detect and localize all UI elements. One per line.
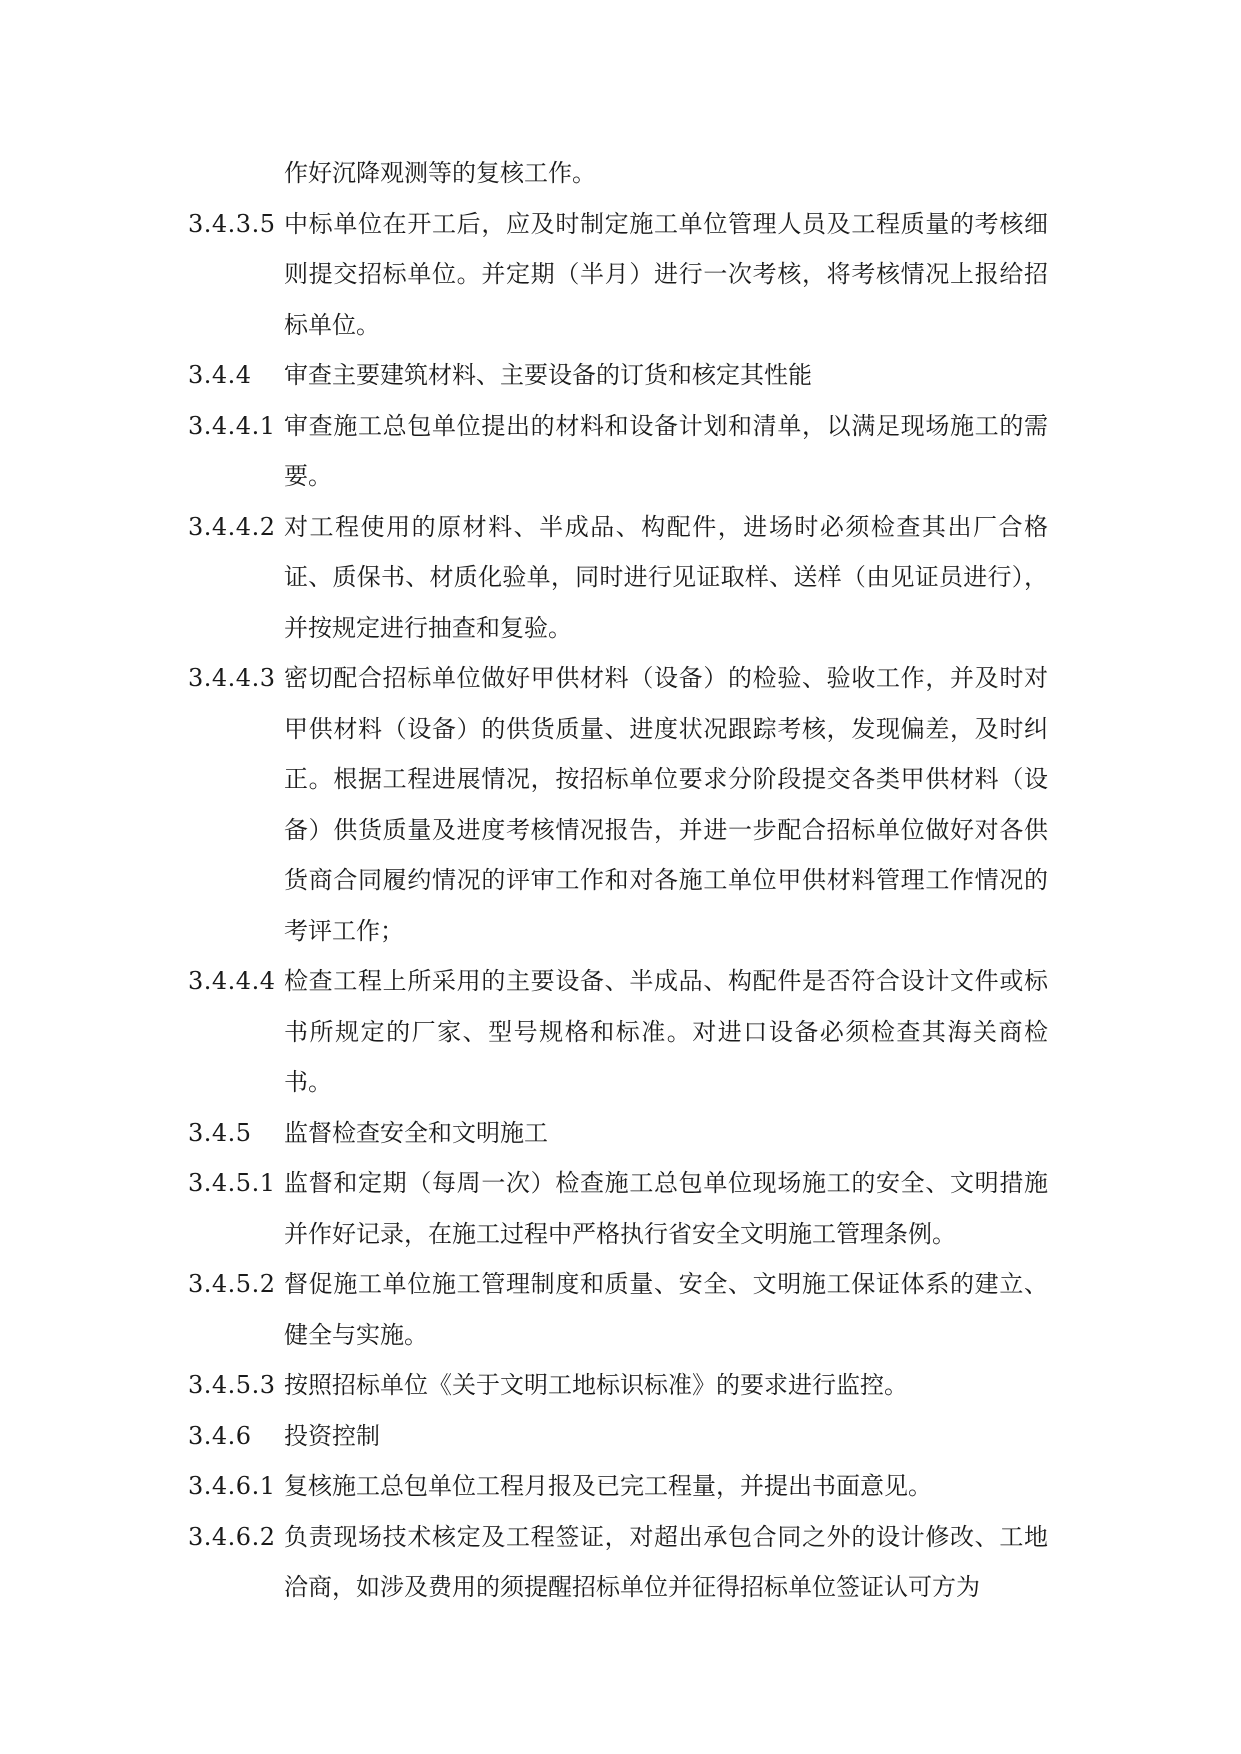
clause-3-4-5-3 [188,1360,1048,1411]
section-number: 3.4.4 [188,361,252,389]
clause-number: 3.4.5.2 [188,1270,276,1298]
clause-number: 3.4.6.1 [188,1472,276,1500]
clause-number: 3.4.4.2 [188,512,276,541]
clause-text: 复核施工总包单位工程月报及已完工程量，并提出书面意见。 [284,1472,932,1500]
clause-text: 负责现场技术核定及工程签证，对超出承包合同之外的设计修改、工地洽商，如涉及费用的须提醒招标单位并征得招标单位签证认可方为 [284,1522,1048,1601]
clause-3-4-6-1 [188,1461,1048,1512]
section-number: 3.4.5 [188,1118,252,1147]
clause-3-4-4-3 [188,653,1048,956]
clause-text: 按照招标单位《关于文明工地标识标准》的要求进行监控。 [284,1371,908,1399]
clause-number: 3.4.4.3 [188,664,276,692]
section-heading: 审查主要建筑材料、主要设备的订货和核定其性能 [284,361,812,389]
clause-3-4-5-1 [188,1158,1048,1259]
document-body [188,148,1048,1613]
clause-3-4-4-4 [188,956,1048,1108]
clause-continuation [188,148,1048,199]
clause-number: 3.4.5.1 [188,1169,276,1197]
section-3-4-5 [188,1108,1048,1159]
clause-number: 3.4.5.3 [188,1371,276,1399]
clause-number: 3.4.4.1 [188,411,276,440]
clause-number: 3.4.6.2 [188,1522,276,1551]
section-heading: 投资控制 [284,1421,380,1450]
clause-number: 3.4.4.4 [188,967,276,995]
clause-3-4-4-2 [188,502,1048,654]
clause-3-4-3-5 [188,199,1048,351]
clause-text: 审查施工总包单位提出的材料和设备计划和清单，以满足现场施工的需要。 [284,411,1048,490]
section-number: 3.4.6 [188,1421,252,1450]
section-heading: 监督检查安全和文明施工 [284,1118,548,1147]
clause-text: 检查工程上所采用的主要设备、半成品、构配件是否符合设计文件或标书所规定的厂家、型号规格和标准。对进口设备必须检查其海关商检书。 [284,967,1048,1096]
clause-number: 3.4.3.5 [188,209,276,238]
clause-text: 对工程使用的原材料、半成品、构配件，进场时必须检查其出厂合格证、质保书、材质化验单，同时进行见证取样、送样（由见证员进行），并按规定进行抽查和复验。 [284,512,1048,642]
section-3-4-4 [188,350,1048,401]
clause-text: 作好沉降观测等的复核工作。 [284,159,596,187]
clause-text: 督促施工单位施工管理制度和质量、安全、文明施工保证体系的建立、健全与实施。 [284,1270,1048,1349]
clause-3-4-4-1 [188,401,1048,502]
clause-3-4-6-2 [188,1512,1048,1613]
clause-3-4-5-2 [188,1259,1048,1360]
clause-text: 中标单位在开工后，应及时制定施工单位管理人员及工程质量的考核细则提交招标单位。并定期（半月）进行一次考核，将考核情况上报给招标单位。 [284,209,1048,339]
clause-text: 密切配合招标单位做好甲供材料（设备）的检验、验收工作，并及时对甲供材料（设备）的供货质量、进度状况跟踪考核，发现偏差，及时纠正。根据工程进展情况，按招标单位要求分阶段提交各类甲供材料（设备）供货质量及进度考核情况报告，并进一步配合招标单位做好对各供货商合同履约情况的评审工作和对各施工单位甲供材料管理工作情况的考评工作； [284,664,1048,945]
section-3-4-6 [188,1411,1048,1462]
clause-text: 监督和定期（每周一次）检查施工总包单位现场施工的安全、文明措施并作好记录，在施工过程中严格执行省安全文明施工管理条例。 [284,1169,1048,1248]
